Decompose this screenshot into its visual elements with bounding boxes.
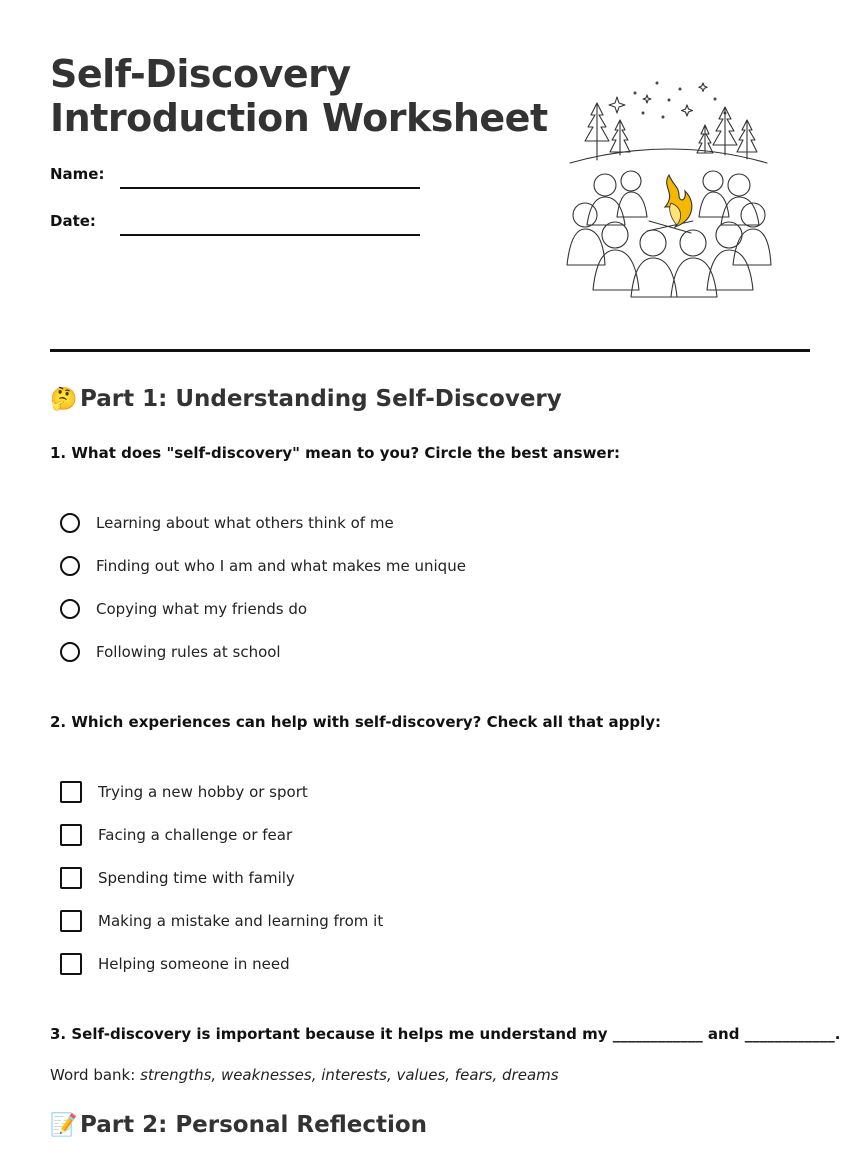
q1-option-2[interactable]: [60, 553, 466, 579]
question-1: 1. What does "self-discovery" mean to you? Circle the best answer:: [50, 444, 620, 462]
checkbox-square-icon[interactable]: [60, 781, 82, 803]
option-label: Trying a new hobby or sport: [98, 783, 308, 801]
q1-option-3[interactable]: [60, 596, 307, 622]
word-bank: [50, 1066, 559, 1084]
thinking-face-icon: 🤔: [50, 387, 78, 412]
memo-icon: 📝: [50, 1113, 78, 1138]
option-label: Making a mistake and learning from it: [98, 912, 384, 930]
header-divider: [50, 349, 810, 352]
option-label: Facing a challenge or fear: [98, 826, 293, 844]
option-label: Spending time with family: [98, 869, 295, 887]
q2-option-5[interactable]: [60, 951, 290, 977]
q2-option-1[interactable]: [60, 779, 308, 805]
radio-circle-icon[interactable]: [60, 642, 80, 662]
question-2: 2. Which experiences can help with self-discovery? Check all that apply:: [50, 713, 662, 731]
name-label: Name:: [50, 165, 105, 183]
q1-option-4[interactable]: [60, 639, 281, 665]
q2-option-2[interactable]: [60, 822, 292, 848]
worksheet-title: Self-Discovery Introduction Worksheet: [50, 52, 548, 140]
word-bank-label: Word bank:: [50, 1066, 136, 1084]
q2-option-4[interactable]: [60, 908, 383, 934]
q2-option-3[interactable]: [60, 865, 295, 891]
worksheet-page: [50, 0, 841, 1161]
checkbox-square-icon[interactable]: [60, 910, 82, 932]
option-label: Helping someone in need: [98, 955, 290, 973]
part1-heading-text: Part 1: Understanding Self-Discovery: [80, 386, 562, 412]
radio-circle-icon[interactable]: [60, 599, 80, 619]
question-3: 3. Self-discovery is important because it helps me understand my ____________ and ____________.: [50, 1025, 841, 1043]
part2-heading-text: Part 2: Personal Reflection: [80, 1112, 428, 1138]
checkbox-square-icon[interactable]: [60, 867, 82, 889]
date-field[interactable]: [120, 234, 420, 236]
checkbox-square-icon[interactable]: [60, 824, 82, 846]
option-label: Copying what my friends do: [96, 600, 308, 618]
radio-circle-icon[interactable]: [60, 513, 80, 533]
q1-option-1[interactable]: [60, 510, 394, 536]
part2-heading: [50, 1112, 427, 1138]
radio-circle-icon[interactable]: [60, 556, 80, 576]
option-label: Learning about what others think of me: [96, 514, 394, 532]
date-label: Date:: [50, 212, 96, 230]
checkbox-square-icon[interactable]: [60, 953, 82, 975]
word-bank-words: strengths, weaknesses, interests, values, fears, dreams: [140, 1066, 559, 1084]
part1-heading: [50, 386, 562, 412]
option-label: Following rules at school: [96, 643, 281, 661]
name-field[interactable]: [120, 187, 420, 189]
option-label: Finding out who I am and what makes me unique: [96, 557, 466, 575]
campfire-children-illustration-icon: [565, 75, 775, 300]
